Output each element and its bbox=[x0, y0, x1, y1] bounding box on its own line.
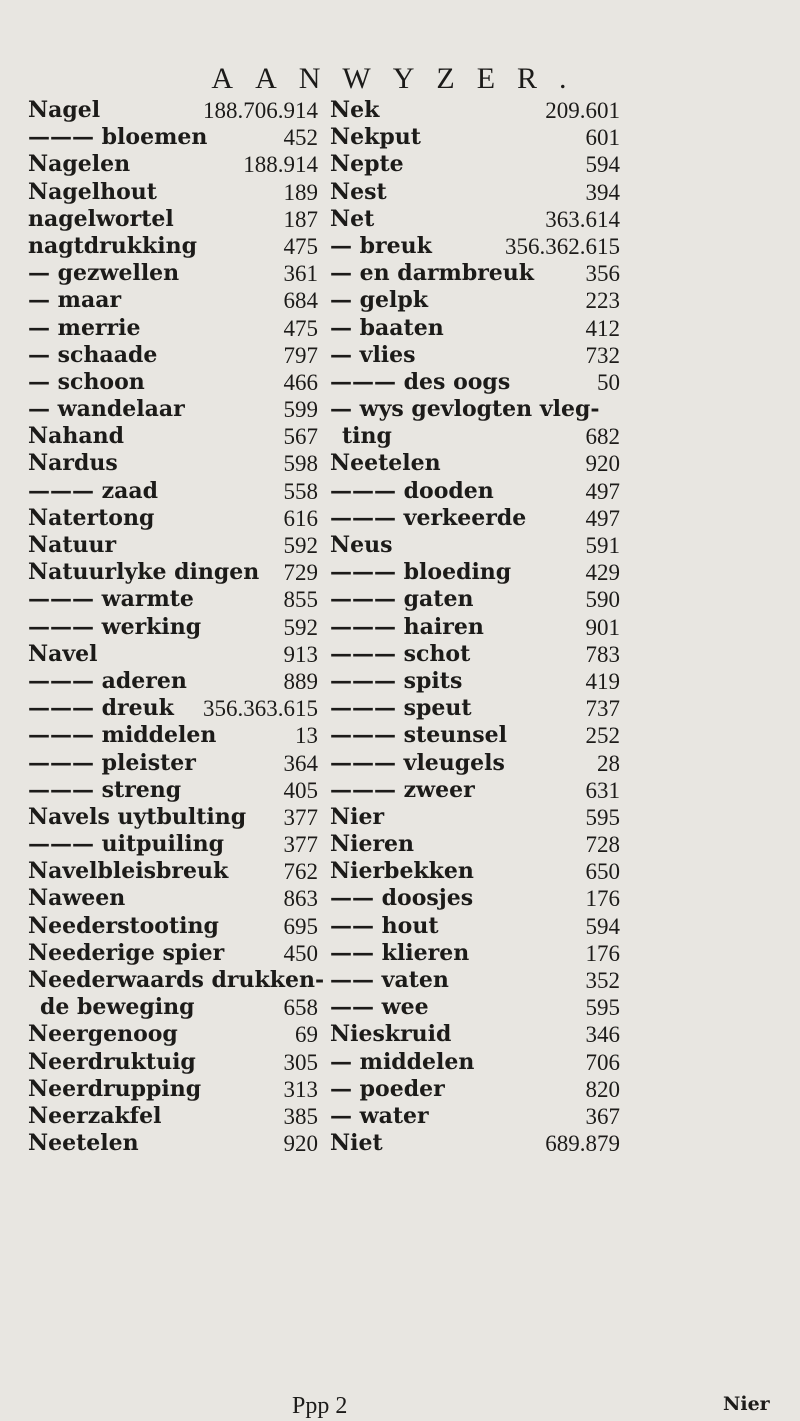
page-reference: 631 bbox=[585, 777, 620, 803]
index-entry bbox=[330, 777, 620, 804]
page-reference: 189 bbox=[283, 179, 318, 205]
index-term: —— wee bbox=[330, 994, 429, 1021]
page-reference: 682 bbox=[585, 424, 620, 450]
page-reference: 684 bbox=[283, 288, 318, 314]
page-reference: 901 bbox=[585, 614, 620, 640]
page-reference: 729 bbox=[283, 560, 318, 586]
index-entry bbox=[28, 586, 318, 613]
page-reference: 590 bbox=[585, 587, 620, 613]
index-entry bbox=[28, 124, 318, 151]
index-term: ——— warmte bbox=[28, 586, 194, 613]
page-reference: 558 bbox=[283, 478, 318, 504]
index-entry bbox=[28, 423, 318, 450]
page-reference: 450 bbox=[283, 940, 318, 966]
index-term: Nieskruid bbox=[330, 1021, 452, 1048]
page-reference: 695 bbox=[283, 913, 318, 939]
page-reference: 599 bbox=[283, 397, 318, 423]
index-entry bbox=[330, 206, 620, 233]
index-entry bbox=[330, 695, 620, 722]
index-term: ——— werking bbox=[28, 613, 202, 640]
index-term: Nardus bbox=[28, 450, 118, 477]
page-reference: 594 bbox=[585, 152, 620, 178]
index-entry bbox=[330, 913, 620, 940]
index-entry bbox=[28, 260, 318, 287]
catchword: Nier bbox=[723, 1393, 770, 1415]
index-term: —— vaten bbox=[330, 967, 449, 993]
index-term: Nagelhout bbox=[28, 178, 157, 205]
index-term: ——— pleister bbox=[28, 749, 196, 776]
index-entry bbox=[330, 559, 620, 586]
page-reference: 466 bbox=[283, 369, 318, 395]
page-reference: 405 bbox=[283, 777, 318, 803]
index-entry bbox=[330, 315, 620, 342]
index-entry bbox=[28, 342, 318, 369]
index-term: Navel bbox=[28, 640, 98, 667]
index-term: ——— bloemen bbox=[28, 124, 208, 151]
page-reference: 863 bbox=[283, 886, 318, 912]
index-term: Neerzakfel bbox=[28, 1102, 162, 1129]
index-entry bbox=[330, 967, 620, 994]
index-entry bbox=[330, 505, 620, 532]
page-reference: 920 bbox=[585, 451, 620, 477]
index-term: Nieren bbox=[330, 831, 415, 858]
page-reference: 364 bbox=[283, 750, 318, 776]
index-term: ——— verkeerde bbox=[330, 504, 527, 531]
index-entry bbox=[28, 1103, 318, 1130]
index-term: ——— hairen bbox=[330, 613, 484, 640]
index-term: Neederige spier bbox=[28, 939, 225, 966]
page-reference: 452 bbox=[283, 125, 318, 151]
index-term: ——— zweer bbox=[330, 776, 475, 803]
page-reference: 356 bbox=[585, 261, 620, 287]
index-entry bbox=[330, 750, 620, 777]
page-reference: 658 bbox=[283, 995, 318, 1021]
page-reference: 305 bbox=[283, 1049, 318, 1075]
index-term: ——— gaten bbox=[330, 586, 474, 613]
index-entry bbox=[330, 423, 620, 450]
page-reference: 762 bbox=[283, 859, 318, 885]
page-reference: 475 bbox=[283, 315, 318, 341]
page-reference: 567 bbox=[283, 424, 318, 450]
index-entry bbox=[330, 668, 620, 695]
index-entry bbox=[330, 614, 620, 641]
index-term: Nagel bbox=[28, 97, 101, 123]
index-term: Navelbleisbreuk bbox=[28, 858, 229, 885]
page-reference: 706 bbox=[585, 1049, 620, 1075]
page-reference: 592 bbox=[283, 614, 318, 640]
index-term: ting bbox=[342, 423, 392, 450]
index-entry bbox=[330, 450, 620, 477]
page-reference: 920 bbox=[283, 1131, 318, 1157]
index-entry bbox=[330, 260, 620, 287]
index-term: Niet bbox=[330, 1130, 383, 1157]
page-reference: 50 bbox=[597, 369, 620, 395]
index-entry bbox=[28, 641, 318, 668]
index-entry bbox=[28, 505, 318, 532]
index-entry bbox=[28, 450, 318, 477]
page-reference: 377 bbox=[283, 804, 318, 830]
index-entry bbox=[28, 1049, 318, 1076]
index-term: — vlies bbox=[330, 341, 416, 368]
index-term: de beweging bbox=[40, 994, 195, 1021]
index-term: ——— speut bbox=[330, 695, 472, 722]
index-entry bbox=[28, 885, 318, 912]
index-entry bbox=[330, 1021, 620, 1048]
index-term: ——— dooden bbox=[330, 477, 494, 504]
left-column bbox=[28, 97, 325, 1157]
page-reference: 855 bbox=[283, 587, 318, 613]
page-reference: 356.363.615 bbox=[203, 696, 318, 722]
index-entry bbox=[330, 831, 620, 858]
index-term: Net bbox=[330, 205, 375, 232]
index-entry bbox=[28, 750, 318, 777]
index-term: Nierbekken bbox=[330, 858, 474, 885]
index-entry bbox=[28, 913, 318, 940]
index-entry bbox=[28, 777, 318, 804]
page-reference: 188.706.914 bbox=[203, 98, 318, 123]
index-entry bbox=[28, 1130, 318, 1157]
index-entry bbox=[28, 478, 318, 505]
page-reference: 783 bbox=[585, 641, 620, 667]
index-term: ——— des oogs bbox=[330, 368, 511, 395]
index-term: — gelpk bbox=[330, 287, 429, 314]
page-reference: 497 bbox=[585, 478, 620, 504]
page-reference: 737 bbox=[585, 696, 620, 722]
page-reference: 595 bbox=[585, 995, 620, 1021]
index-term: ——— schot bbox=[330, 640, 471, 667]
index-entry bbox=[330, 885, 620, 912]
index-entry bbox=[330, 233, 620, 260]
index-entry bbox=[330, 1049, 620, 1076]
index-entry bbox=[330, 179, 620, 206]
page-reference: 363.614 bbox=[545, 206, 620, 232]
index-term: Neetelen bbox=[330, 450, 441, 477]
right-column bbox=[330, 97, 620, 1157]
index-term: Neergenoog bbox=[28, 1021, 178, 1048]
index-entry bbox=[330, 532, 620, 559]
index-entry bbox=[28, 1076, 318, 1103]
index-entry bbox=[28, 206, 318, 233]
page-reference: 689.879 bbox=[545, 1131, 620, 1157]
page-reference: 591 bbox=[585, 533, 620, 558]
page-reference: 367 bbox=[585, 1103, 620, 1129]
index-term: Naween bbox=[28, 885, 126, 912]
index-entry bbox=[28, 315, 318, 342]
page-reference: 820 bbox=[585, 1076, 620, 1102]
index-term: Navels uytbulting bbox=[28, 803, 247, 830]
index-entry bbox=[330, 478, 620, 505]
index-term: — schoon bbox=[28, 368, 145, 395]
index-term: Nagelen bbox=[28, 151, 131, 178]
index-entry bbox=[28, 179, 318, 206]
index-term: Neederstooting bbox=[28, 912, 219, 939]
page-reference: 601 bbox=[585, 125, 620, 151]
page-reference: 352 bbox=[585, 968, 620, 993]
page-reference: 650 bbox=[585, 859, 620, 885]
index-term: — gezwellen bbox=[28, 260, 180, 287]
index-entry bbox=[28, 532, 318, 559]
index-term: ——— vleugels bbox=[330, 749, 505, 776]
page-reference: 497 bbox=[585, 505, 620, 531]
page-reference: 346 bbox=[585, 1022, 620, 1048]
index-entry bbox=[28, 396, 318, 423]
page-reference: 429 bbox=[585, 560, 620, 586]
index-entry bbox=[28, 695, 318, 722]
index-term: — water bbox=[330, 1102, 429, 1129]
page-reference: 209.601 bbox=[545, 98, 620, 123]
page-reference: 728 bbox=[585, 832, 620, 858]
index-entry bbox=[330, 151, 620, 178]
page-reference: 385 bbox=[283, 1103, 318, 1129]
index-entry bbox=[330, 287, 620, 314]
page-reference: 616 bbox=[283, 505, 318, 531]
index-entry bbox=[28, 722, 318, 749]
index-entry bbox=[330, 396, 620, 423]
index-term: ——— streng bbox=[28, 776, 182, 803]
page-reference: 223 bbox=[585, 288, 620, 314]
index-term: — merrie bbox=[28, 314, 141, 341]
index-term: ——— aderen bbox=[28, 667, 187, 694]
index-term: — poeder bbox=[330, 1075, 445, 1102]
page-reference: 252 bbox=[585, 723, 620, 749]
index-entry bbox=[28, 614, 318, 641]
page-reference: 595 bbox=[585, 804, 620, 830]
page-reference: 598 bbox=[283, 451, 318, 477]
index-entry bbox=[330, 804, 620, 831]
page-reference: 69 bbox=[295, 1022, 318, 1048]
index-term: Neederwaards drukken- bbox=[28, 967, 325, 993]
index-term: ——— steunsel bbox=[330, 722, 507, 749]
index-term: — breuk bbox=[330, 232, 432, 259]
index-term: Nier bbox=[330, 803, 385, 830]
page-reference: 187 bbox=[283, 206, 318, 232]
index-entry bbox=[28, 559, 318, 586]
index-term: —— hout bbox=[330, 912, 439, 939]
page-reference: 412 bbox=[585, 315, 620, 341]
page-reference: 361 bbox=[283, 261, 318, 287]
index-term: —— klieren bbox=[330, 939, 470, 966]
index-entry bbox=[330, 97, 620, 124]
page-reference: 475 bbox=[283, 233, 318, 259]
index-term: —— doosjes bbox=[330, 885, 474, 912]
index-term: nagtdrukking bbox=[28, 232, 197, 259]
index-term: — schaade bbox=[28, 341, 158, 368]
index-term: Neetelen bbox=[28, 1130, 139, 1157]
index-term: Natertong bbox=[28, 504, 155, 531]
index-term: ——— zaad bbox=[28, 477, 159, 504]
index-entry bbox=[330, 1103, 620, 1130]
index-term: ——— middelen bbox=[28, 722, 217, 749]
index-term: — baaten bbox=[330, 314, 444, 341]
index-entry bbox=[330, 342, 620, 369]
index-entry bbox=[330, 722, 620, 749]
index-entry bbox=[330, 940, 620, 967]
index-entry bbox=[28, 369, 318, 396]
page-reference: 592 bbox=[283, 533, 318, 558]
index-term: nagelwortel bbox=[28, 205, 174, 232]
page-reference: 594 bbox=[585, 913, 620, 939]
index-entry bbox=[28, 858, 318, 885]
page-reference: 419 bbox=[585, 668, 620, 694]
index-term: ——— bloeding bbox=[330, 559, 512, 586]
page-reference: 377 bbox=[283, 832, 318, 858]
index-entry bbox=[330, 1130, 620, 1157]
index-entry bbox=[28, 831, 318, 858]
page-reference: 394 bbox=[585, 179, 620, 205]
index-entry bbox=[330, 641, 620, 668]
index-term: — wys gevlogten vleg- bbox=[330, 396, 600, 423]
page-reference: 356.362.615 bbox=[505, 233, 620, 259]
page-reference: 176 bbox=[585, 940, 620, 966]
index-term: Nekput bbox=[330, 124, 421, 151]
index-entry bbox=[28, 151, 318, 178]
index-entry bbox=[28, 804, 318, 831]
index-term: Natuurlyke dingen bbox=[28, 559, 260, 586]
index-term: — maar bbox=[28, 287, 122, 314]
index-entry bbox=[28, 287, 318, 314]
index-entry bbox=[330, 858, 620, 885]
index-entry bbox=[28, 97, 318, 124]
index-term: — wandelaar bbox=[28, 396, 185, 423]
index-term: Nek bbox=[330, 97, 380, 123]
index-entry bbox=[28, 1021, 318, 1048]
index-entry bbox=[28, 994, 318, 1021]
index-term: Nepte bbox=[330, 151, 404, 178]
page-reference: 28 bbox=[597, 750, 620, 776]
page-reference: 313 bbox=[283, 1076, 318, 1102]
index-term: Nahand bbox=[28, 423, 124, 450]
index-entry bbox=[28, 233, 318, 260]
index-entry bbox=[28, 940, 318, 967]
index-entry bbox=[330, 1076, 620, 1103]
index-term: ——— dreuk bbox=[28, 695, 174, 722]
page-header: AANWYZER. bbox=[211, 62, 589, 95]
index-term: Nest bbox=[330, 178, 387, 205]
page-reference: 889 bbox=[283, 668, 318, 694]
index-entry bbox=[330, 994, 620, 1021]
index-term: ——— spits bbox=[330, 667, 463, 694]
index-term: ——— uitpuiling bbox=[28, 831, 225, 858]
index-term: Neus bbox=[330, 532, 393, 558]
page-signature: Ppp 2 bbox=[292, 1393, 348, 1419]
index-entry bbox=[330, 369, 620, 396]
index-entry bbox=[28, 668, 318, 695]
index-entry bbox=[330, 124, 620, 151]
page-reference: 188.914 bbox=[243, 152, 318, 178]
index-term: — en darmbreuk bbox=[330, 260, 535, 287]
page-reference: 732 bbox=[585, 342, 620, 368]
index-entry bbox=[330, 586, 620, 613]
page-reference: 913 bbox=[283, 641, 318, 667]
index-entry bbox=[28, 967, 325, 994]
page-reference: 797 bbox=[283, 342, 318, 368]
index-term: Neerdrupping bbox=[28, 1075, 202, 1102]
page-reference: 176 bbox=[585, 886, 620, 912]
page-reference: 13 bbox=[295, 723, 318, 749]
index-term: Natuur bbox=[28, 532, 117, 558]
index-term: — middelen bbox=[330, 1048, 475, 1075]
index-term: Neerdruktuig bbox=[28, 1048, 196, 1075]
